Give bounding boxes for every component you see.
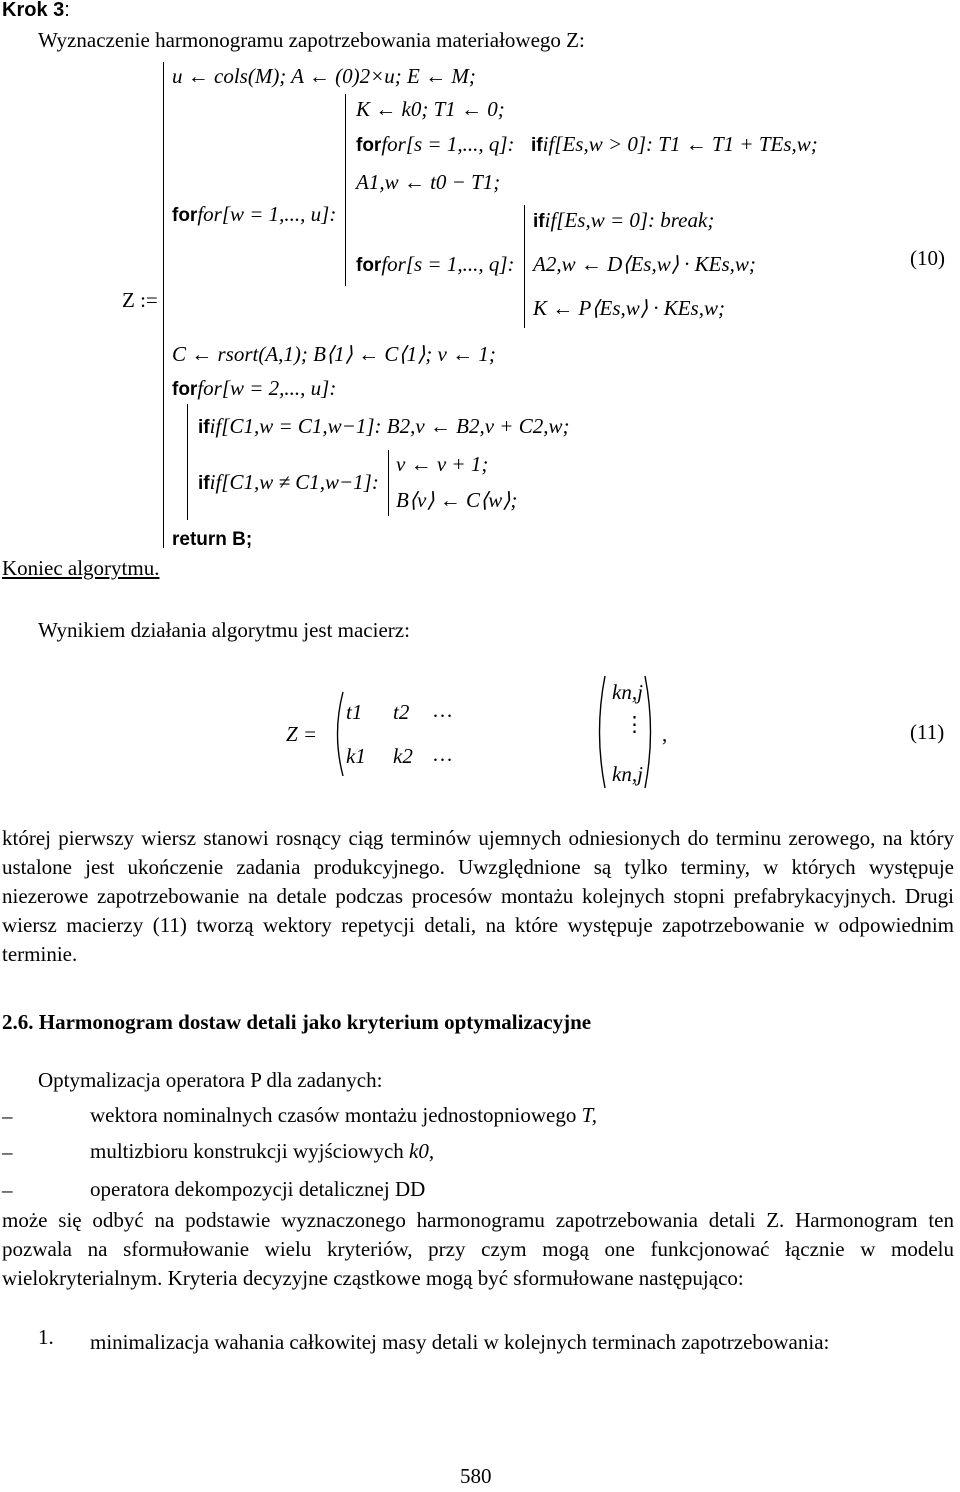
paragraph-criteria: może się odbyć na podstawie wyznaczonego harmonogramu zapotrzebowania detali Z. Harmonogram ten pozwala na sformułowanie wielu kryteriów, przy czym mogą one funkcjonować łącznie w modelu wielokryterialnym. Kryteria decyzyjne cząstkowe mogą być sformułowane następująco: [2,1208,954,1290]
inner-for-bracket-line [524,205,525,328]
algorithm-line-2: K ← k0; T1 ← 0; [356,97,505,121]
algorithm-line-5-if: ifif[Es,w = 0]: break; [533,208,715,232]
bullet-item: wektora nominalnych czasów montażu jednostopniowego T, [90,1103,597,1127]
optimization-intro: Optymalizacja operatora P dla zadanych: [38,1068,383,1092]
paragraph-matrix-description: której pierwszy wiersz stanowi rosnący ciąg terminów ujemnych odniesionych do terminu zerowego, na który ustalone jest ukończenie zadania produkcyjnego. Uwzględnione są tylko terminy, w których występuje niezerowe zapotrzebowanie na detale podczas procesów montażu kolejnych stopni prefabrykacyjnych. Drugi wiersz macierzy (11) tworzą wektory repetycji detali, na które występuje zapotrzebowanie w odpowiednim terminie. [2,826,954,966]
algorithm-line-6-stmt: A2,w ← D⟨Es,w⟩ · KEs,w; [533,252,756,276]
matrix-r2-ellipsis: … [432,742,453,766]
algorithm-return: return B; [172,529,253,550]
matrix-lhs: Z = [286,722,318,746]
dash-bullet-icon: – [2,1178,13,1202]
list-item-text: minimalizacja wahania całkowitej masy detali w kolejnych terminach zapotrzebowania: [90,1330,830,1354]
section-heading [2,1012,591,1033]
for-w2-bracket-line [187,404,188,520]
section-number: 2.6. [2,1010,34,1034]
step-title: Wyznaczenie harmonogramu zapotrzebowania materiałowego Z: [38,28,585,52]
if-neq-bracket-line [388,450,389,516]
algorithm-end: Koniec algorytmu. [2,556,160,580]
matrix-r1-ellipsis: … [432,698,453,722]
algorithm-line-4: A1,w ← t0 − T1; [356,170,501,194]
section-title: Harmonogram dostaw detali jako kryterium optymalizacyjne [38,1010,592,1034]
matrix-comma: , [662,722,668,746]
algorithm-line-11-if: ifif[C1,w ≠ C1,w−1]: [198,470,379,494]
step-heading: Krok 3: [2,0,70,21]
right-paren-2 [642,674,658,790]
algorithm-line-11-a: v ← v + 1; [396,452,489,476]
left-paren-1 [330,690,346,778]
matrix-r2c2: k2 [393,744,413,768]
algorithm-line-6-for: forfor[s = 1,..., q]: [356,252,515,276]
outer-bracket-line [163,62,164,548]
result-intro: Wynikiem działania algorytmu jest macierz: [38,618,410,642]
dash-bullet-icon: – [2,1104,13,1128]
matrix-last-col-bottom: kn,j [612,762,643,786]
algorithm-lhs: Z := [122,288,158,312]
outer-for-loop: forfor[w = 1,..., u]: [172,202,337,226]
algorithm-line-3: forfor[s = 1,..., q]: [356,132,515,156]
matrix-last-col-top: kn,j [612,680,643,704]
equation-number-10: (10) [910,246,945,270]
bullet-item: operatora dekompozycji detalicznej DD [90,1177,426,1201]
algorithm-line-11-b: B⟨v⟩ ← C⟨w⟩; [396,488,518,512]
algorithm-line-9: forfor[w = 2,..., u]: [172,376,337,400]
algorithm-line-7-stmt: K ← P⟨Es,w⟩ · KEs,w; [533,296,725,320]
page-number: 580 [460,1464,492,1488]
algorithm-line-1: u ← cols(M); A ← (0)2×u; E ← M; [172,64,476,88]
left-paren-2 [592,674,608,790]
for-w-bracket-line [345,94,346,286]
bullet-item: multizbioru konstrukcji wyjściowych k0, [90,1139,435,1163]
algorithm-line-10-if: ifif[C1,w = C1,w−1]: B2,v ← B2,v + C2,w; [198,414,570,438]
equation-number-11: (11) [910,720,945,744]
algorithm-line-3-if: ifif[Es,w > 0]: T1 ← T1 + TEs,w; [531,132,818,156]
matrix-r1c1: t1 [346,700,363,724]
matrix-r1c2: t2 [393,700,410,724]
algorithm-line-8: C ← rsort(A,1); B⟨1⟩ ← C⟨1⟩; v ← 1; [172,342,496,366]
dash-bullet-icon: – [2,1140,13,1164]
matrix-last-col-dots: ⋮ [624,712,645,736]
list-item-number: 1. [38,1325,54,1349]
matrix-r2c1: k1 [346,744,366,768]
